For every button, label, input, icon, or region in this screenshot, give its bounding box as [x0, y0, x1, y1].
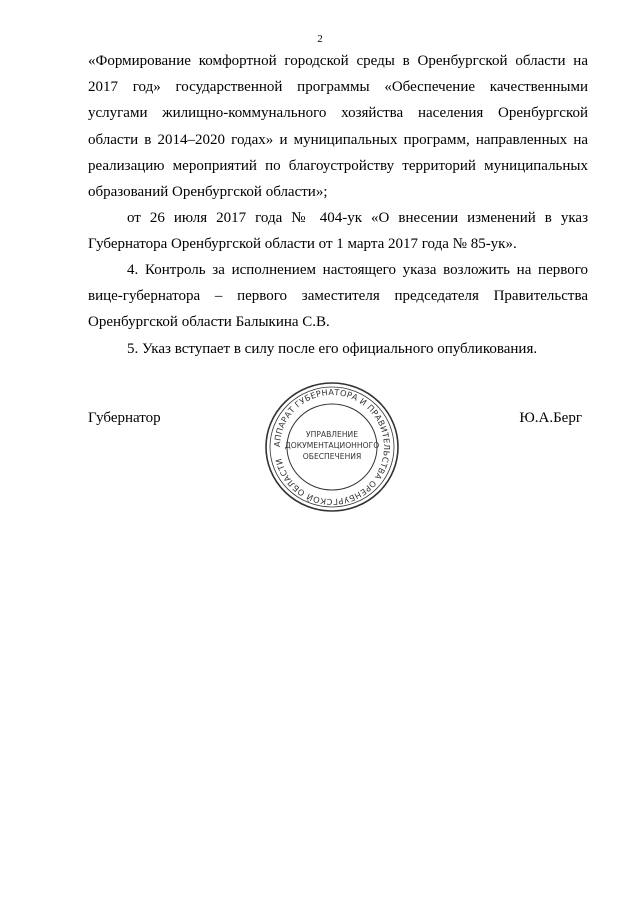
- stamp-center-line-2: ДОКУМЕНТАЦИОННОГО: [284, 441, 380, 450]
- signature-title: Губернатор: [88, 410, 161, 426]
- paragraph-item-4: 4. Контроль за исполнением настоящего указа возложить на первого вице-губернатора – первого заместителя председателя Правительства Оренбургской области Балыкина С.В.: [88, 262, 588, 331]
- page-number: 2: [317, 33, 323, 45]
- stamp-ring-text: АППАРАТ ГУБЕРНАТОРА И ПРАВИТЕЛЬСТВА ОРЕНБУРГСКОЙ ОБЛАСТИ: [271, 386, 393, 508]
- signature-name: Ю.А.Берг: [519, 410, 582, 426]
- paragraph-decree-amendment: от 26 июля 2017 года № 404-ук «О внесении изменений в указ Губернатора Оренбургской области от 1 марта 2017 года № 85-ук».: [88, 210, 588, 253]
- paragraph-item-5: 5. Указ вступает в силу после его официального опубликования.: [127, 341, 538, 357]
- stamp-center-line-1: УПРАВЛЕНИЕ: [305, 430, 359, 439]
- official-stamp: [258, 380, 406, 514]
- paragraph-continuation: «Формирование комфортной городской среды в Оренбургской области на 2017 год» государственной программы «Обеспечение качественными услугами жилищно-коммунального хозяйства населения Оренбургской области в 2014–2020 годах» и муниципальных программ, направленных на реализацию мероприятий по благоустройству территорий муниципальных образований Оренбургской области»;: [88, 53, 588, 201]
- stamp-center-line-3: ОБЕСПЕЧЕНИЯ: [302, 452, 362, 461]
